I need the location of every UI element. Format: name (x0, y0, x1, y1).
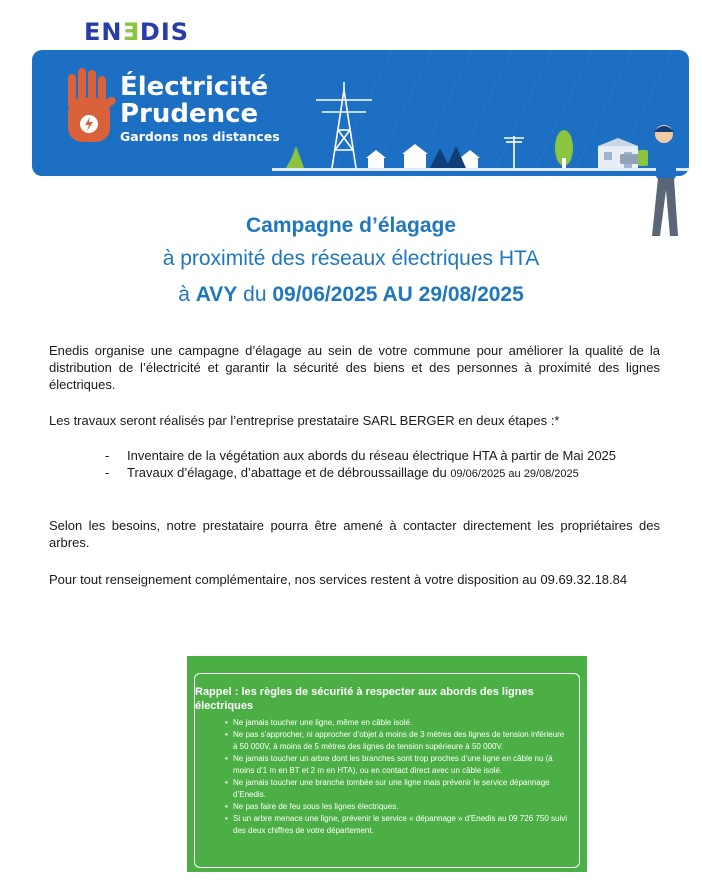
list-item: - Inventaire de la végétation aux abords du réseau électrique HTA à partir de Mai 2025 (105, 448, 617, 463)
list-item: • Ne jamais toucher une ligne, même en câble isolé. (225, 717, 570, 729)
list-item: • Ne jamais toucher un arbre dont les branches sont trop proches d’une ligne en câble nu (à moins d’1 m en BT et 2 m en HTA), ou en contact direct avec un câble isolé. (225, 753, 570, 777)
safety-reminder-box (187, 656, 587, 872)
steps-list (105, 447, 616, 483)
pylon-icon (316, 82, 372, 168)
safety-reminder-frame (194, 673, 580, 868)
banner-title (120, 74, 280, 145)
owners-paragraph: Selon les besoins, notre prestataire pourra être amené à contacter directement les propriétaires des arbres. (49, 518, 660, 550)
campaign-subtitle: à proximité des réseaux électriques HTA (162, 247, 540, 270)
campaign-dates: 09/06/2025 AU 29/08/2025 (272, 283, 524, 306)
list-item: • Ne jamais toucher une branche tombée sur une ligne mais prévenir le service dépannage d’Enedis. (225, 777, 570, 801)
banner-tagline: Gardons nos distances (120, 129, 280, 144)
campaign-banner (32, 50, 689, 176)
list-item: • Ne pas s’approcher, ni approcher d’objet à moins de 3 mètres des lignes de tension inférieure à 50 000V, à moins de 5 mètres des lignes de tension supérieure à 50 000V. (225, 729, 570, 753)
town-name: AVY (195, 283, 238, 306)
contact-paragraph: Pour tout renseignement complémentaire, nos services restent à votre disposition au 09.69.32.18.84 (49, 572, 628, 587)
list-item: • Si un arbre menace une ligne, prévenir le service « dépannage » d’Enedis au 09 726 750 suivi des deux chiffres de votre département. (225, 813, 570, 837)
banner-line-2: Prudence (120, 99, 259, 129)
pole-icon (504, 136, 524, 168)
list-item: - Travaux d’élagage, d’abattage et de débroussaillage du 09/06/2025 au 29/08/2025 (105, 465, 579, 480)
enedis-logo: ENƎDIS (84, 18, 190, 46)
round-tree-icon (555, 130, 573, 168)
works-paragraph: Les travaux seront réalisés par l’entreprise prestataire SARL BERGER en deux étapes :* (49, 413, 560, 428)
hand-stop-icon (68, 68, 117, 142)
intro-paragraph: Enedis organise une campagne d’élagage au sein de votre commune pour améliorer la qualité de la distribution de l’électricité et garantir la sécurité des biens et des personnes à proximité des lignes électriques. (49, 343, 660, 392)
campaign-dates-line: à AVY du 09/06/2025 AU 29/08/2025 (178, 283, 524, 306)
banner-line-1: Électricité (120, 72, 269, 102)
campaign-title: Campagne d’élagage (245, 214, 457, 237)
safety-reminder-title: Rappel : les règles de sécurité à respecter aux abords des lignes électriques (195, 686, 534, 712)
list-item: • Ne pas faire de feu sous les lignes électriques. (225, 801, 570, 813)
safety-rules-list (225, 717, 570, 837)
